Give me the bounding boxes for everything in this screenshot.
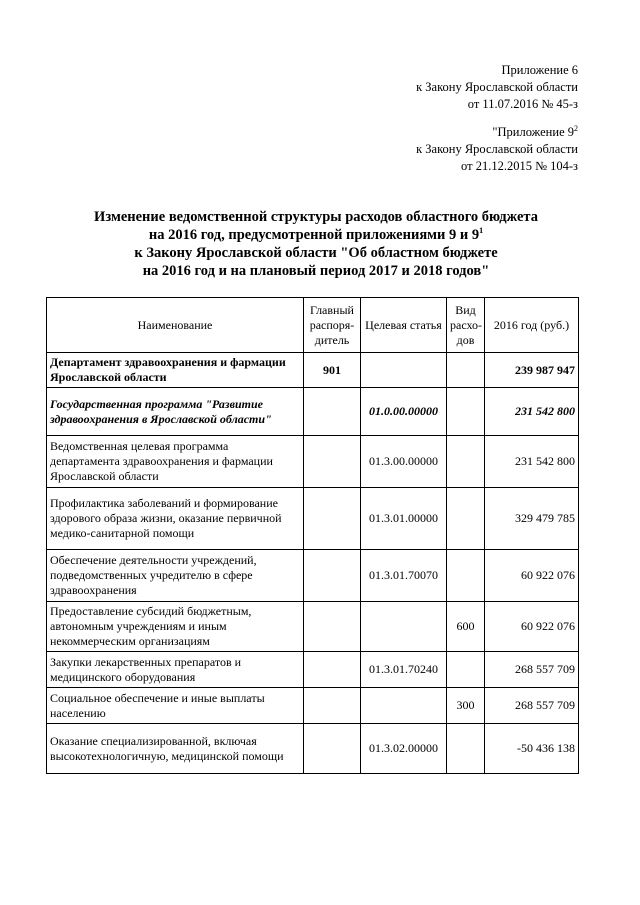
row-target [361,602,447,652]
row-name: Оказание специализированной, включая высокотехнологичную, медицинской помощи [47,724,304,774]
annex-date: от 11.07.2016 № 45-з [467,97,578,111]
row-type [447,550,485,602]
row-chief [304,436,361,488]
row-amount: 329 479 785 [485,488,579,550]
title-line-2-text: на 2016 год, предусмотренной приложениями 9 и 9 [148,227,480,243]
annex-number-previous [416,124,578,141]
row-name: Департамент здравоохранения и фармации Ярославской области [47,353,304,388]
row-chief [304,488,361,550]
table-row [47,724,579,774]
row-chief: 901 [304,353,361,388]
row-name: Ведомственная целевая программа департамента здравоохранения и фармации Ярославской области [47,436,304,488]
row-type [447,388,485,436]
table-row [47,550,579,602]
table-row [47,436,579,488]
row-amount: 60 922 076 [485,602,579,652]
row-amount: 231 542 800 [485,388,579,436]
row-target: 01.3.01.70240 [361,652,447,688]
row-type [447,353,485,388]
row-name: Закупки лекарственных препаратов и медицинского оборудования [47,652,304,688]
row-name: Государственная программа "Развитие здравоохранения в Ярославской области" [47,388,304,436]
table-row [47,602,579,652]
header-name: Наименование [47,298,304,353]
row-amount: -50 436 138 [485,724,579,774]
annex-number-superscript: 2 [574,123,578,133]
row-type [447,724,485,774]
row-chief [304,688,361,724]
table-row [47,388,579,436]
header-chief-administrator: Главный распоря-дитель [304,298,361,353]
row-target: 01.0.00.00000 [361,388,447,436]
row-type [447,436,485,488]
title-line-2-superscript: 1 [479,226,484,236]
table-row [47,652,579,688]
row-amount: 268 557 709 [485,688,579,724]
document-title [46,208,586,280]
annex-number-text: "Приложение 9 [492,125,574,139]
title-line-2 [46,226,586,244]
annex-law: к Закону Ярославской области [416,80,578,94]
row-amount: 268 557 709 [485,652,579,688]
title-line-4: на 2016 год и на плановый период 2017 и 2018 годов" [142,263,490,279]
annex-number: Приложение 6 [501,63,578,77]
annex-date-previous: от 21.12.2015 № 104-з [461,159,578,173]
table-header-row [47,298,579,353]
row-name: Предоставление субсидий бюджетным, автономным учреждениям и иным некоммерческим организациям [47,602,304,652]
row-target: 01.3.00.00000 [361,436,447,488]
row-target [361,353,447,388]
row-chief [304,652,361,688]
table-row [47,353,579,388]
budget-table [46,297,579,774]
title-line-1: Изменение ведомственной структуры расходов областного бюджета [94,209,538,225]
table-row [47,688,579,724]
row-name: Социальное обеспечение и иные выплаты населению [47,688,304,724]
annex-reference-current [416,62,578,113]
row-type: 600 [447,602,485,652]
row-amount: 60 922 076 [485,550,579,602]
row-chief [304,602,361,652]
table-row [47,488,579,550]
row-amount: 239 987 947 [485,353,579,388]
header-target-article: Целевая статья [361,298,447,353]
row-name: Профилактика заболеваний и формирование здорового образа жизни, оказание первичной медико-санитарной помощи [47,488,304,550]
annex-law-previous: к Закону Ярославской области [416,142,578,156]
row-target [361,688,447,724]
row-type [447,488,485,550]
annex-reference-previous [416,124,578,175]
row-chief [304,724,361,774]
row-target: 01.3.01.00000 [361,488,447,550]
header-amount-2016: 2016 год (руб.) [485,298,579,353]
row-name: Обеспечение деятельности учреждений, подведомственных учредителю в сфере здравоохранения [47,550,304,602]
row-target: 01.3.01.70070 [361,550,447,602]
title-line-3: к Закону Ярославской области "Об областном бюджете [134,245,498,261]
row-type [447,652,485,688]
row-type: 300 [447,688,485,724]
header-expense-type: Вид расхо-дов [447,298,485,353]
row-amount: 231 542 800 [485,436,579,488]
row-chief [304,550,361,602]
row-chief [304,388,361,436]
row-target: 01.3.02.00000 [361,724,447,774]
